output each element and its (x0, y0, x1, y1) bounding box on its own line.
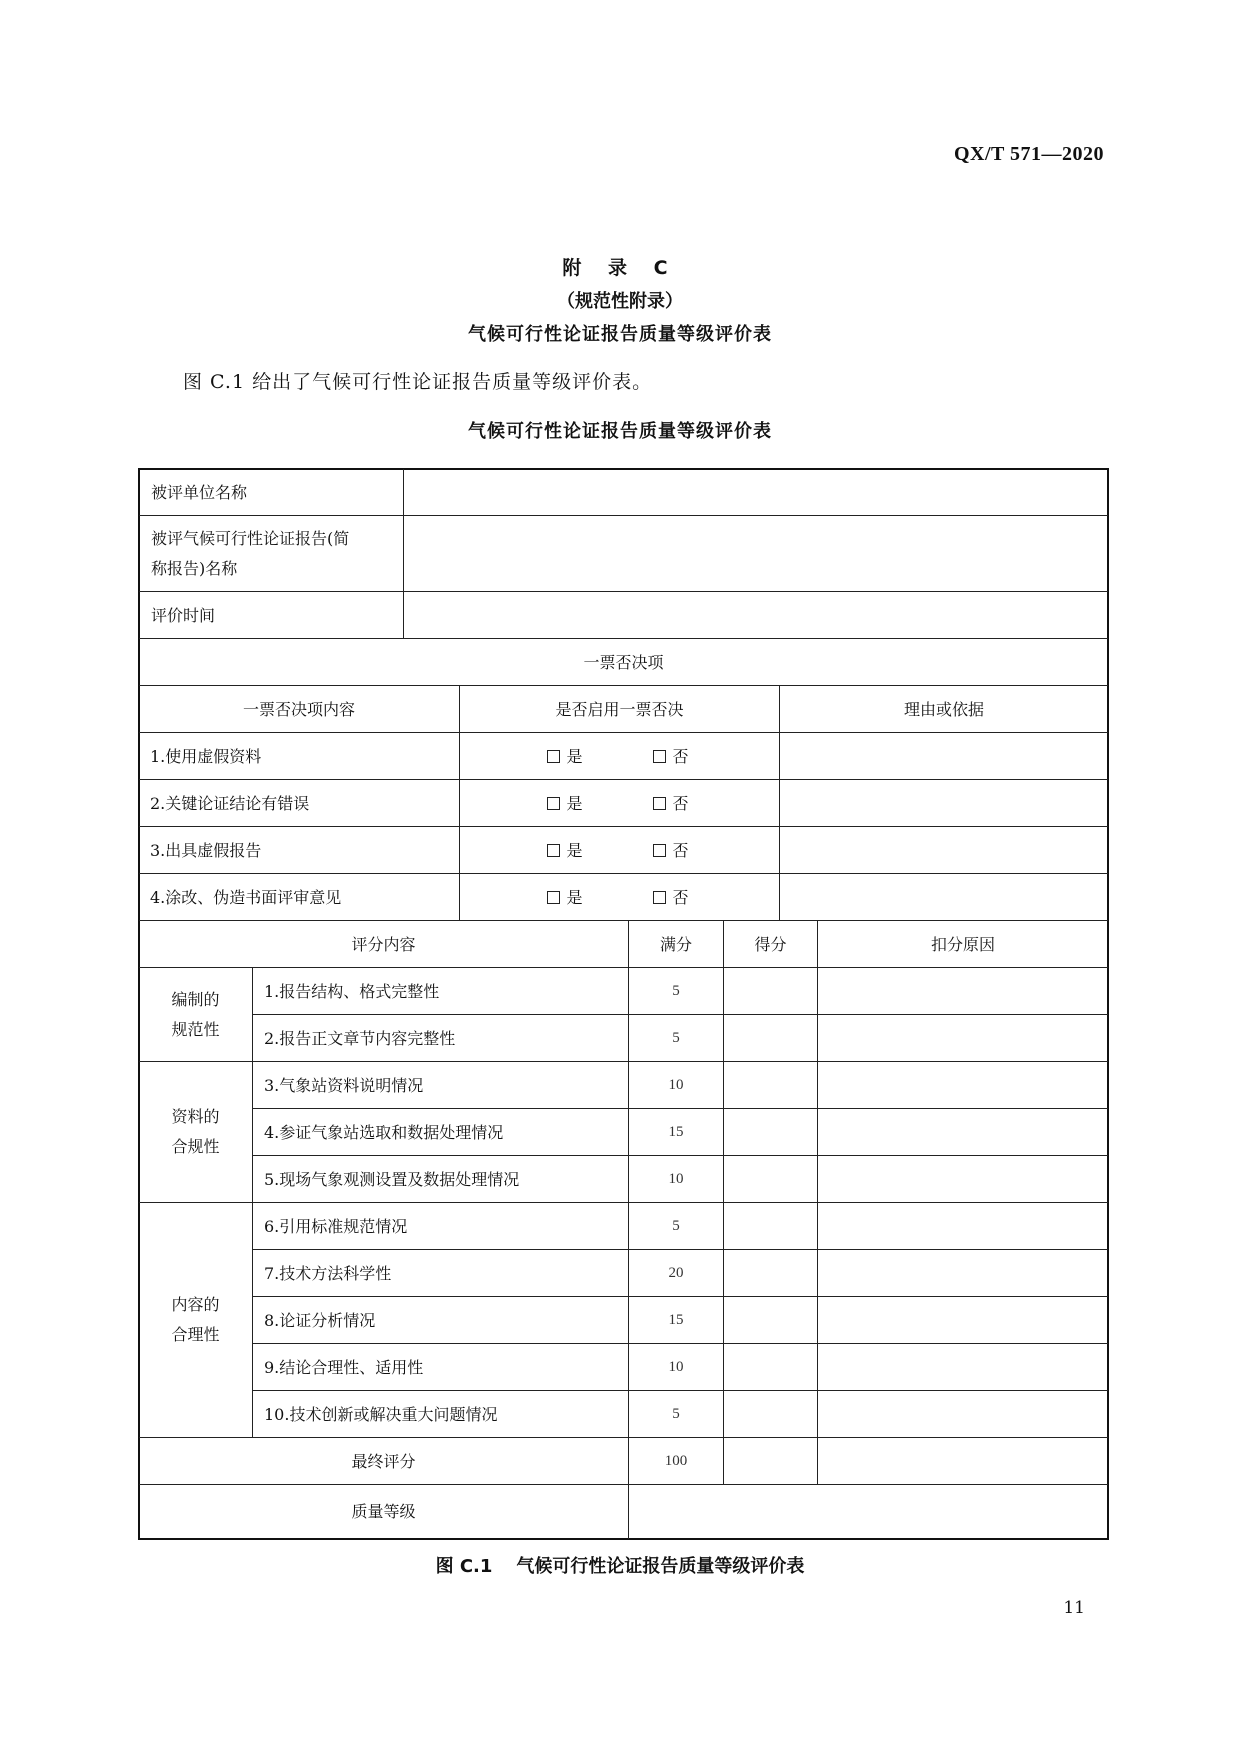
score-item-label: 4.参证气象站选取和数据处理情况 (264, 1122, 504, 1142)
score-item-label: 6.引用标准规范情况 (264, 1216, 408, 1236)
veto-no-option[interactable] (653, 836, 693, 865)
quality-grade-label: 质量等级 (351, 1502, 416, 1521)
veto-header-enabled: 是否启用一票否决 (555, 699, 684, 719)
score-item-reason[interactable] (818, 1344, 1108, 1390)
score-item-score[interactable] (724, 968, 817, 1014)
figure-caption (0, 1552, 1240, 1578)
value-evaluation-time[interactable] (404, 592, 1108, 638)
final-score-reason[interactable] (818, 1438, 1108, 1484)
checkbox-yes[interactable] (547, 797, 560, 810)
group-name-line2: 合规性 (171, 1137, 220, 1156)
score-item-full: 10 (668, 1170, 684, 1187)
score-item-label: 1.报告结构、格式完整性 (264, 981, 440, 1001)
score-item-score[interactable] (724, 1344, 817, 1390)
score-item-score[interactable] (724, 1203, 817, 1249)
score-item-label: 8.论证分析情况 (264, 1310, 376, 1330)
veto-no-option[interactable] (653, 789, 693, 818)
appendix-type: （规范性附录） (557, 291, 683, 312)
checkbox-yes[interactable] (547, 750, 560, 763)
yes-label: 是 (566, 840, 583, 860)
label-report-name-line1: 被评气候可行性论证报告(简 (151, 529, 350, 548)
veto-item-reason[interactable] (780, 827, 1108, 873)
score-item-label: 2.报告正文章节内容完整性 (264, 1028, 456, 1048)
checkbox-no[interactable] (653, 844, 666, 857)
veto-item-content: 4.涂改、伪造书面评审意见 (150, 887, 342, 907)
veto-item-reason[interactable] (780, 733, 1108, 779)
veto-no-option[interactable] (653, 742, 693, 771)
score-item-reason[interactable] (818, 1062, 1108, 1108)
veto-item-choice (460, 874, 779, 920)
group-name-line1: 资料的 (171, 1107, 220, 1126)
score-item-score[interactable] (724, 1156, 817, 1202)
score-item-full: 10 (668, 1358, 684, 1375)
score-item-reason[interactable] (818, 1250, 1108, 1296)
veto-item-choice (460, 827, 779, 873)
veto-yes-option[interactable] (547, 789, 653, 818)
no-label: 否 (672, 840, 689, 860)
score-item-full: 5 (672, 1405, 680, 1422)
appendix-title: 附 录 C (562, 257, 678, 279)
label-evaluated-unit: 被评单位名称 (151, 482, 248, 502)
score-item-full: 5 (672, 1029, 680, 1046)
veto-yes-option[interactable] (547, 836, 653, 865)
score-item-reason[interactable] (818, 1203, 1108, 1249)
score-item-reason[interactable] (818, 1109, 1108, 1155)
final-score-full: 100 (664, 1452, 688, 1469)
score-item-reason[interactable] (818, 1297, 1108, 1343)
score-item-score[interactable] (724, 1297, 817, 1343)
figure-number: 图 C.1 (435, 1556, 493, 1577)
score-item-full: 15 (668, 1123, 684, 1140)
score-item-reason[interactable] (818, 1156, 1108, 1202)
score-header-full: 满分 (659, 934, 692, 954)
checkbox-no[interactable] (653, 891, 666, 904)
table-title: 气候可行性论证报告质量等级评价表 (468, 421, 772, 442)
veto-item-reason[interactable] (780, 874, 1108, 920)
group-name-line1: 编制的 (171, 989, 220, 1009)
final-score-value[interactable] (724, 1438, 817, 1484)
score-item-label: 9.结论合理性、适用性 (264, 1357, 424, 1377)
veto-item-choice (460, 780, 779, 826)
checkbox-yes[interactable] (547, 891, 560, 904)
veto-item-choice (460, 733, 779, 779)
group-name-line2: 规范性 (171, 1019, 220, 1039)
value-report-name[interactable] (404, 516, 1108, 591)
veto-item-content: 1.使用虚假资料 (150, 746, 262, 766)
score-item-label: 7.技术方法科学性 (264, 1263, 392, 1283)
score-item-score[interactable] (724, 1109, 817, 1155)
score-header-reason: 扣分原因 (930, 934, 995, 954)
value-evaluated-unit[interactable] (404, 469, 1108, 515)
no-label: 否 (672, 793, 689, 813)
intro-text: 图 C.1 给出了气候可行性论证报告质量等级评价表。 (183, 371, 653, 393)
group-name-line2: 合理性 (171, 1325, 220, 1344)
label-report-name (139, 517, 403, 591)
checkbox-no[interactable] (653, 750, 666, 763)
page-number: 11 (1063, 1598, 1085, 1618)
yes-label: 是 (566, 746, 583, 766)
score-item-full: 20 (668, 1264, 684, 1281)
appendix-name: 气候可行性论证报告质量等级评价表 (468, 324, 772, 345)
score-group-name (139, 968, 252, 1061)
score-item-reason[interactable] (818, 1391, 1108, 1437)
checkbox-yes[interactable] (547, 844, 560, 857)
veto-header-reason: 理由或依据 (903, 699, 984, 719)
quality-grade-value[interactable] (629, 1485, 1108, 1538)
yes-label: 是 (566, 887, 583, 907)
veto-item-content: 2.关键论证结论有错误 (150, 793, 310, 813)
group-name-line1: 内容的 (171, 1295, 220, 1314)
score-header-score: 得分 (754, 934, 787, 954)
score-item-full: 10 (668, 1076, 684, 1093)
score-item-score[interactable] (724, 1391, 817, 1437)
veto-item-content: 3.出具虚假报告 (150, 840, 262, 860)
figure-title: 气候可行性论证报告质量等级评价表 (516, 1556, 805, 1577)
no-label: 否 (672, 746, 689, 766)
veto-yes-option[interactable] (547, 883, 653, 912)
checkbox-no[interactable] (653, 797, 666, 810)
score-item-reason[interactable] (818, 968, 1108, 1014)
score-item-full: 5 (672, 1217, 680, 1234)
score-item-full: 15 (668, 1311, 684, 1328)
yes-label: 是 (566, 793, 583, 813)
score-item-score[interactable] (724, 1015, 817, 1061)
label-evaluation-time: 评价时间 (151, 605, 216, 625)
score-item-label: 10.技术创新或解决重大问题情况 (264, 1404, 498, 1424)
score-group-name (139, 1062, 252, 1202)
veto-item-reason[interactable] (780, 780, 1108, 826)
score-item-full: 5 (672, 982, 680, 999)
score-item-label: 5.现场气象观测设置及数据处理情况 (264, 1169, 520, 1189)
score-item-score[interactable] (724, 1250, 817, 1296)
score-item-reason[interactable] (818, 1015, 1108, 1061)
score-group-name (139, 1203, 252, 1437)
veto-section-title: 一票否决项 (583, 652, 664, 672)
veto-header-content: 一票否决项内容 (242, 699, 355, 719)
veto-yes-option[interactable] (547, 742, 653, 771)
label-report-name-line2: 称报告)名称 (151, 559, 238, 578)
standard-code: QX/T 571—2020 (953, 143, 1104, 165)
score-item-label: 3.气象站资料说明情况 (264, 1075, 424, 1095)
score-header-content: 评分内容 (351, 934, 416, 954)
no-label: 否 (672, 887, 689, 907)
final-score-label: 最终评分 (351, 1451, 416, 1471)
veto-no-option[interactable] (653, 883, 693, 912)
score-item-score[interactable] (724, 1062, 817, 1108)
